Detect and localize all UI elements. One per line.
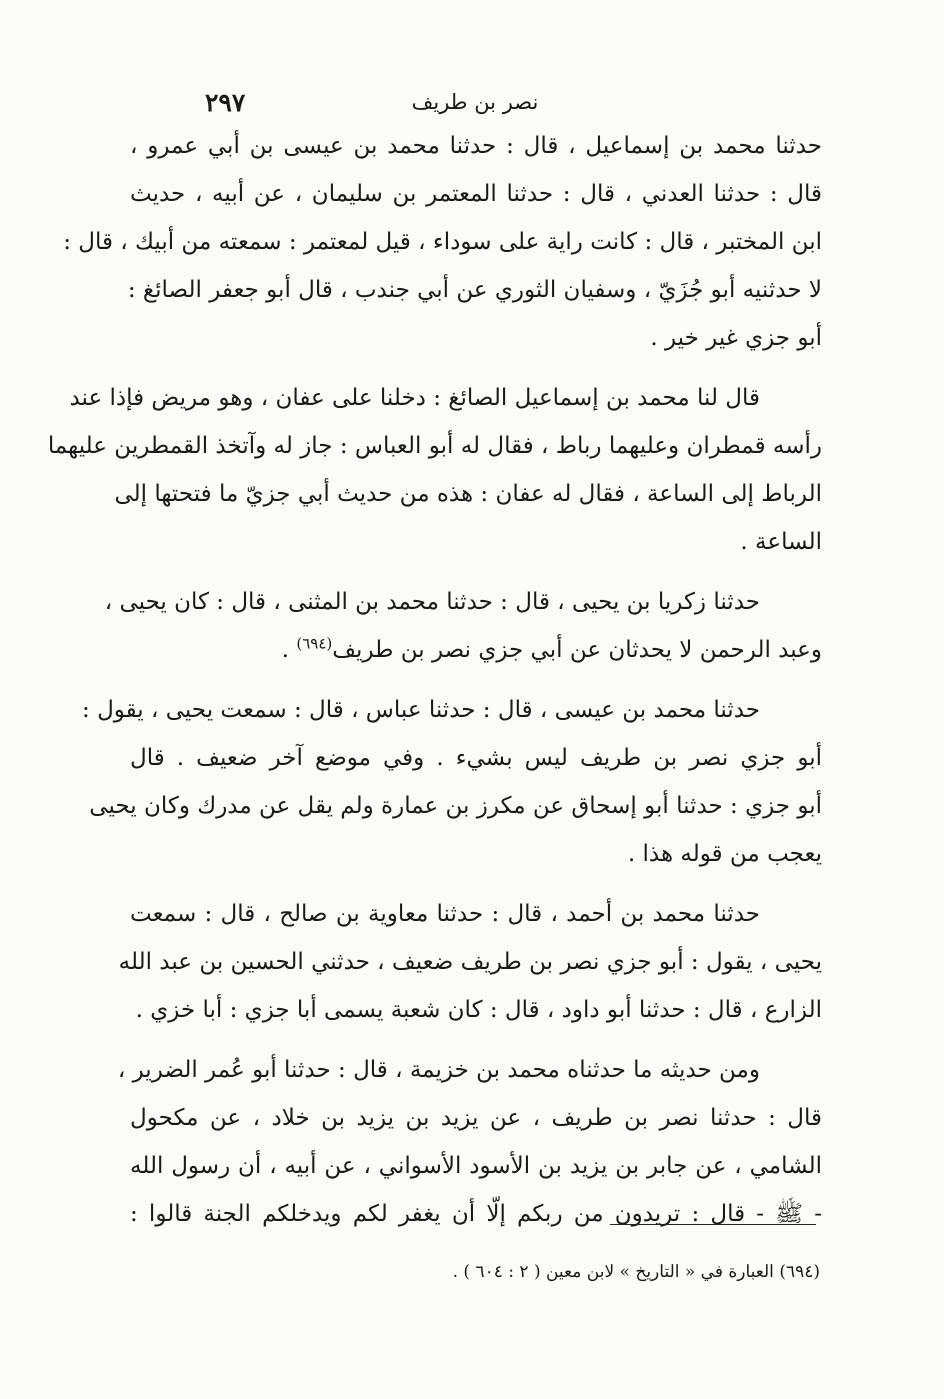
text-line: حدثنا محمد بن عيسى ، قال : حدثنا عباس ، قال : سمعت يحيى ، يقول : (82, 697, 760, 723)
text-line: يعجب من قوله هذا . (627, 841, 822, 867)
text-line: أبو جزي غير خير . (650, 325, 822, 351)
text-line: قال : حدثنا العدني ، قال : حدثنا المعتمر بن سليمان ، عن أبيه ، حديث (130, 181, 822, 207)
text-line: ومن حديثه ما حدثناه محمد بن خزيمة ، قال : حدثنا أبو عُمر الضرير ، (117, 1057, 760, 1083)
text-line: حدثنا زكريا بن يحيى ، قال : حدثنا محمد بن المثنى ، قال : كان يحيى ، (104, 589, 760, 615)
paragraph-4 (82, 686, 822, 878)
paragraph-3 (104, 578, 822, 674)
text-line: الرباط إلى الساعة ، فقال له عفان : هذه من حديث أبي جزيّ ما فتحتها إلى (114, 481, 822, 507)
text-line: - ﷺ - قال : تريدون من ربكم إلّا أن يغفر لكم ويدخلكم الجنة قالوا : (130, 1201, 822, 1227)
text-line: قال : حدثنا نصر بن طريف ، عن يزيد بن يزيد بن خلاد ، عن مكحول (130, 1105, 822, 1131)
text-line-content: وعبد الرحمن لا يحدثان عن أبي جزي نصر بن طريف (332, 637, 822, 663)
text-line: قال لنا محمد بن إسماعيل الصائغ : دخلنا على عفان ، وهو مريض فإذا عند (69, 385, 760, 411)
text-line: حدثنا محمد بن أحمد ، قال : حدثنا معاوية بن صالح ، قال : سمعت (130, 901, 760, 927)
paragraph-5 (118, 890, 822, 1034)
page-number: ٢٩٧ (205, 88, 246, 117)
footnote-separator (610, 1224, 816, 1225)
running-head (130, 88, 820, 122)
footnote: (٦٩٤) العبارة في « التاريخ » لابن معين ( ٢ : ٦٠٤ ) . (452, 1262, 820, 1282)
running-title: نصر بن طريف (411, 90, 539, 114)
text-line: حدثنا محمد بن إسماعيل ، قال : حدثنا محمد بن عيسى بن أبي عمرو ، (130, 133, 822, 159)
paragraph-1 (63, 122, 822, 362)
footnote-reference[interactable]: (٦٩٤) (296, 634, 333, 653)
text-line: ابن المختبر ، قال : كانت راية على سوداء ، قيل لمعتمر : سمعته من أبيك ، قال : (63, 229, 822, 255)
paragraph-6 (117, 1046, 822, 1238)
text-line: الزارع ، قال : حدثنا أبو داود ، قال : كان شعبة يسمى أبا جزي : أبا خزي . (135, 997, 822, 1023)
text-line: الشامي ، عن جابر بن يزيد بن الأسود الأسواني ، عن أبيه ، أن رسول الله (130, 1153, 822, 1179)
text-line: أبو جزي : حدثنا أبو إسحاق عن مكرز بن عمارة ولم يقل عن مدرك وكان يحيى (89, 793, 822, 819)
paragraph-2 (47, 374, 822, 566)
text-line: لا حدثنيه أبو جُزَيّ ، وسفيان الثوري عن أبي جندب ، قال أبو جعفر الصائغ : (127, 277, 822, 303)
text-line: أبو جزي نصر بن طريف ليس بشيء . وفي موضع آخر ضعيف . قال (130, 745, 822, 771)
main-text (47, 122, 822, 1238)
text-line (130, 626, 822, 674)
text-line: رأسه قمطران وعليهما رباط ، فقال له أبو العباس : جاز له وآتخذ القمطرين عليهما (47, 433, 822, 459)
text-line: يحيى ، يقول : أبو جزي نصر بن طريف ضعيف ، حدثني الحسين بن عبد الله (118, 949, 822, 975)
text-line-end: . (281, 637, 297, 663)
text-line: الساعة . (740, 529, 822, 555)
